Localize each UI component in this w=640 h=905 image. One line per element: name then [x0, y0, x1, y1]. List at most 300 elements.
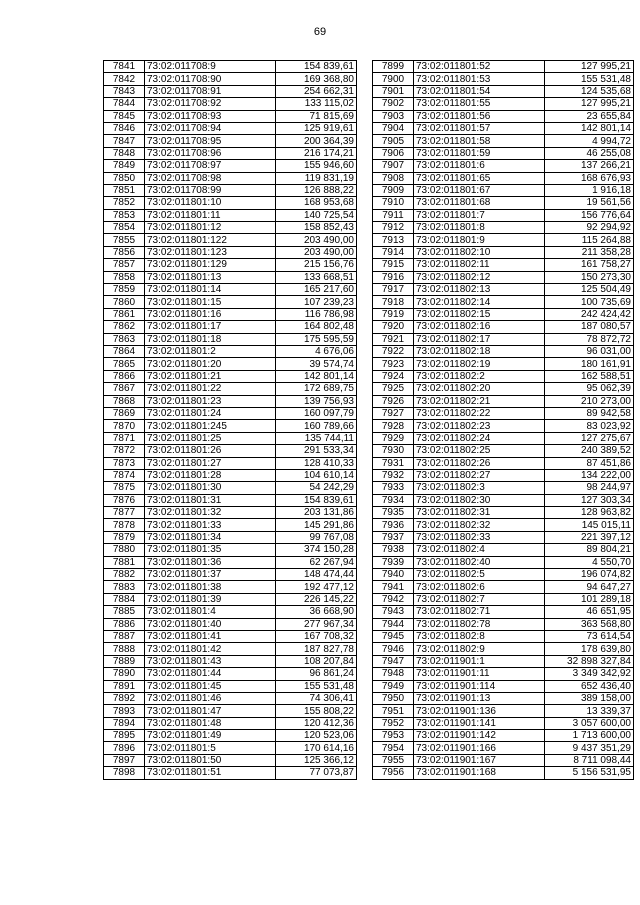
- row-number-cell: 7856: [104, 246, 145, 258]
- cadastral-number-cell: 73:02:011802:19: [414, 358, 545, 370]
- amount-cell: 216 174,21: [276, 147, 357, 159]
- cadastral-number-cell: 73:02:011901:142: [414, 730, 545, 742]
- table-row: [373, 61, 634, 73]
- row-number-cell: 7909: [373, 184, 414, 196]
- amount-cell: 128 963,82: [545, 507, 634, 519]
- cadastral-number-cell: 73:02:011801:30: [145, 482, 276, 494]
- cadastral-number-cell: 73:02:011802:32: [414, 519, 545, 531]
- cadastral-number-cell: 73:02:011801:56: [414, 110, 545, 122]
- row-number-cell: 7914: [373, 246, 414, 258]
- table-row: [373, 593, 634, 605]
- row-number-cell: 7937: [373, 531, 414, 543]
- amount-cell: 133 668,51: [276, 271, 357, 283]
- cadastral-number-cell: 73:02:011802:16: [414, 321, 545, 333]
- amount-cell: 389 158,00: [545, 692, 634, 704]
- amount-cell: 210 273,00: [545, 395, 634, 407]
- row-number-cell: 7850: [104, 172, 145, 184]
- page-number: 69: [313, 26, 327, 38]
- table-row: [373, 271, 634, 283]
- row-number-cell: 7887: [104, 630, 145, 642]
- table-row: [104, 643, 357, 655]
- amount-cell: 39 574,74: [276, 358, 357, 370]
- row-number-cell: 7903: [373, 110, 414, 122]
- amount-cell: 73 614,54: [545, 630, 634, 642]
- amount-cell: 374 150,28: [276, 544, 357, 556]
- cadastral-number-cell: 73:02:011801:23: [145, 395, 276, 407]
- amount-cell: 99 767,08: [276, 531, 357, 543]
- cadastral-number-cell: 73:02:011801:122: [145, 234, 276, 246]
- row-number-cell: 7849: [104, 160, 145, 172]
- cadastral-number-cell: 73:02:011801:45: [145, 680, 276, 692]
- cadastral-number-cell: 73:02:011802:24: [414, 432, 545, 444]
- table-row: [104, 556, 357, 568]
- amount-cell: 203 490,00: [276, 246, 357, 258]
- row-number-cell: 7888: [104, 643, 145, 655]
- table-row: [373, 73, 634, 85]
- table-row: [373, 767, 634, 779]
- amount-cell: 89 942,58: [545, 407, 634, 419]
- row-number-cell: 7945: [373, 630, 414, 642]
- table-row: [104, 767, 357, 779]
- cadastral-number-cell: 73:02:011801:17: [145, 321, 276, 333]
- table-row: [373, 284, 634, 296]
- cadastral-number-cell: 73:02:011802:78: [414, 618, 545, 630]
- amount-cell: 120 412,36: [276, 717, 357, 729]
- amount-cell: 168 953,68: [276, 197, 357, 209]
- cadastral-number-cell: 73:02:011801:42: [145, 643, 276, 655]
- cadastral-number-cell: 73:02:011801:10: [145, 197, 276, 209]
- table-row: [373, 705, 634, 717]
- row-number-cell: 7866: [104, 370, 145, 382]
- row-number-cell: 7853: [104, 209, 145, 221]
- amount-cell: 9 437 351,29: [545, 742, 634, 754]
- amount-cell: 104 610,14: [276, 469, 357, 481]
- row-number-cell: 7896: [104, 742, 145, 754]
- amount-cell: 156 776,64: [545, 209, 634, 221]
- cadastral-number-cell: 73:02:011801:67: [414, 184, 545, 196]
- amount-cell: 187 827,78: [276, 643, 357, 655]
- table-row: [104, 544, 357, 556]
- cadastral-number-cell: 73:02:011801:123: [145, 246, 276, 258]
- table-row: [373, 197, 634, 209]
- table-row: [104, 407, 357, 419]
- table-row: [104, 222, 357, 234]
- cadastral-number-cell: 73:02:011801:129: [145, 259, 276, 271]
- cadastral-number-cell: 73:02:011801:2: [145, 345, 276, 357]
- cadastral-number-cell: 73:02:011802:22: [414, 407, 545, 419]
- row-number-cell: 7895: [104, 730, 145, 742]
- table-row: [373, 668, 634, 680]
- row-number-cell: 7890: [104, 668, 145, 680]
- amount-cell: 203 131,86: [276, 507, 357, 519]
- table-row: [104, 73, 357, 85]
- cadastral-number-cell: 73:02:011802:18: [414, 345, 545, 357]
- cadastral-number-cell: 73:02:011901:136: [414, 705, 545, 717]
- table-row: [104, 259, 357, 271]
- table-row: [373, 581, 634, 593]
- row-number-cell: 7946: [373, 643, 414, 655]
- table-row: [104, 457, 357, 469]
- cadastral-number-cell: 73:02:011708:91: [145, 85, 276, 97]
- cadastral-number-cell: 73:02:011802:31: [414, 507, 545, 519]
- table-row: [104, 358, 357, 370]
- row-number-cell: 7860: [104, 296, 145, 308]
- row-number-cell: 7905: [373, 135, 414, 147]
- row-number-cell: 7862: [104, 321, 145, 333]
- amount-cell: 135 744,11: [276, 432, 357, 444]
- amount-cell: 142 801,14: [545, 122, 634, 134]
- amount-cell: 168 676,93: [545, 172, 634, 184]
- row-number-cell: 7841: [104, 61, 145, 73]
- table-row: [373, 519, 634, 531]
- row-number-cell: 7857: [104, 259, 145, 271]
- cadastral-number-cell: 73:02:011801:52: [414, 61, 545, 73]
- cadastral-number-cell: 73:02:011708:95: [145, 135, 276, 147]
- row-number-cell: 7924: [373, 370, 414, 382]
- amount-cell: 187 080,57: [545, 321, 634, 333]
- table-row: [373, 569, 634, 581]
- table-row: [373, 308, 634, 320]
- amount-cell: 101 289,18: [545, 593, 634, 605]
- amount-cell: 107 239,23: [276, 296, 357, 308]
- cadastral-number-cell: 73:02:011801:68: [414, 197, 545, 209]
- cadastral-number-cell: 73:02:011801:50: [145, 754, 276, 766]
- cadastral-number-cell: 73:02:011802:9: [414, 643, 545, 655]
- row-number-cell: 7911: [373, 209, 414, 221]
- row-number-cell: 7883: [104, 581, 145, 593]
- row-number-cell: 7948: [373, 668, 414, 680]
- cadastral-number-cell: 73:02:011801:49: [145, 730, 276, 742]
- row-number-cell: 7902: [373, 98, 414, 110]
- row-number-cell: 7889: [104, 655, 145, 667]
- table-row: [104, 754, 357, 766]
- cadastral-number-cell: 73:02:011801:65: [414, 172, 545, 184]
- table-row: [104, 692, 357, 704]
- amount-cell: 203 490,00: [276, 234, 357, 246]
- cadastral-number-cell: 73:02:011802:12: [414, 271, 545, 283]
- table-row: [104, 420, 357, 432]
- cadastral-number-cell: 73:02:011801:14: [145, 284, 276, 296]
- amount-cell: 94 647,27: [545, 581, 634, 593]
- table-row: [373, 507, 634, 519]
- amount-cell: 74 306,41: [276, 692, 357, 704]
- table-row: [104, 581, 357, 593]
- table-row: [373, 234, 634, 246]
- cadastral-number-cell: 73:02:011801:5: [145, 742, 276, 754]
- amount-cell: 137 266,21: [545, 160, 634, 172]
- table-row: [373, 383, 634, 395]
- table-row: [373, 85, 634, 97]
- table-row: [373, 110, 634, 122]
- cadastral-number-cell: 73:02:011802:21: [414, 395, 545, 407]
- table-row: [104, 271, 357, 283]
- amount-cell: 108 207,84: [276, 655, 357, 667]
- row-number-cell: 7941: [373, 581, 414, 593]
- cadastral-number-cell: 73:02:011801:41: [145, 630, 276, 642]
- cadastral-number-cell: 73:02:011801:40: [145, 618, 276, 630]
- cadastral-number-cell: 73:02:011802:13: [414, 284, 545, 296]
- row-number-cell: 7875: [104, 482, 145, 494]
- amount-cell: 89 804,21: [545, 544, 634, 556]
- row-number-cell: 7870: [104, 420, 145, 432]
- amount-cell: 92 294,92: [545, 222, 634, 234]
- table-row: [104, 234, 357, 246]
- table-row: [373, 432, 634, 444]
- cadastral-number-cell: 73:02:011708:96: [145, 147, 276, 159]
- row-number-cell: 7930: [373, 445, 414, 457]
- table-row: [373, 730, 634, 742]
- table-row: [104, 246, 357, 258]
- amount-cell: 46 651,95: [545, 606, 634, 618]
- row-number-cell: 7951: [373, 705, 414, 717]
- row-number-cell: 7915: [373, 259, 414, 271]
- amount-cell: 170 614,16: [276, 742, 357, 754]
- cadastral-number-cell: 73:02:011802:26: [414, 457, 545, 469]
- amount-cell: 62 267,94: [276, 556, 357, 568]
- table-row: [104, 519, 357, 531]
- row-number-cell: 7863: [104, 333, 145, 345]
- row-number-cell: 7843: [104, 85, 145, 97]
- cadastral-number-cell: 73:02:011801:9: [414, 234, 545, 246]
- cadastral-number-cell: 73:02:011802:25: [414, 445, 545, 457]
- amount-cell: 240 389,52: [545, 445, 634, 457]
- cadastral-number-cell: 73:02:011901:114: [414, 680, 545, 692]
- amount-cell: 3 349 342,92: [545, 668, 634, 680]
- amount-cell: 119 831,19: [276, 172, 357, 184]
- table-row: [104, 668, 357, 680]
- table-row: [104, 730, 357, 742]
- cadastral-number-cell: 73:02:011801:46: [145, 692, 276, 704]
- table-row: [104, 469, 357, 481]
- cadastral-number-cell: 73:02:011801:24: [145, 407, 276, 419]
- row-number-cell: 7855: [104, 234, 145, 246]
- cadastral-number-cell: 73:02:011708:98: [145, 172, 276, 184]
- amount-cell: 167 708,32: [276, 630, 357, 642]
- row-number-cell: 7879: [104, 531, 145, 543]
- cadastral-number-cell: 73:02:011801:7: [414, 209, 545, 221]
- table-row: [373, 544, 634, 556]
- amount-cell: 1 713 600,00: [545, 730, 634, 742]
- table-row: [104, 209, 357, 221]
- table-row: [373, 457, 634, 469]
- cadastral-number-cell: 73:02:011801:44: [145, 668, 276, 680]
- amount-cell: 127 303,34: [545, 494, 634, 506]
- cadastral-number-cell: 73:02:011802:17: [414, 333, 545, 345]
- row-number-cell: 7851: [104, 184, 145, 196]
- table-row: [373, 135, 634, 147]
- amount-cell: 142 801,14: [276, 370, 357, 382]
- cadastral-number-cell: 73:02:011801:38: [145, 581, 276, 593]
- cadastral-number-cell: 73:02:011708:97: [145, 160, 276, 172]
- amount-cell: 139 756,93: [276, 395, 357, 407]
- amount-cell: 178 639,80: [545, 643, 634, 655]
- table-row: [104, 98, 357, 110]
- amount-cell: 96 861,24: [276, 668, 357, 680]
- amount-cell: 192 477,12: [276, 581, 357, 593]
- amount-cell: 78 872,72: [545, 333, 634, 345]
- table-row: [104, 705, 357, 717]
- amount-cell: 4 550,70: [545, 556, 634, 568]
- row-number-cell: 7944: [373, 618, 414, 630]
- table-row: [373, 655, 634, 667]
- amount-cell: 215 156,76: [276, 259, 357, 271]
- cadastral-number-cell: 73:02:011801:13: [145, 271, 276, 283]
- table-row: [373, 445, 634, 457]
- amount-cell: 116 786,98: [276, 308, 357, 320]
- amount-cell: 155 808,22: [276, 705, 357, 717]
- row-number-cell: 7935: [373, 507, 414, 519]
- row-number-cell: 7912: [373, 222, 414, 234]
- table-row: [373, 494, 634, 506]
- cadastral-number-cell: 73:02:011801:33: [145, 519, 276, 531]
- amount-cell: 1 916,18: [545, 184, 634, 196]
- cadastral-number-cell: 73:02:011901:141: [414, 717, 545, 729]
- row-number-cell: 7907: [373, 160, 414, 172]
- table-row: [104, 742, 357, 754]
- table-row: [104, 160, 357, 172]
- cadastral-number-cell: 73:02:011801:31: [145, 494, 276, 506]
- table-row: [373, 259, 634, 271]
- cadastral-number-cell: 73:02:011801:21: [145, 370, 276, 382]
- amount-cell: 145 291,86: [276, 519, 357, 531]
- amount-cell: 196 074,82: [545, 569, 634, 581]
- cadastral-number-cell: 73:02:011901:168: [414, 767, 545, 779]
- cadastral-number-cell: 73:02:011802:8: [414, 630, 545, 642]
- cadastral-number-cell: 73:02:011802:7: [414, 593, 545, 605]
- cadastral-number-cell: 73:02:011708:92: [145, 98, 276, 110]
- table-row: [104, 296, 357, 308]
- table-row: [373, 184, 634, 196]
- row-number-cell: 7932: [373, 469, 414, 481]
- row-number-cell: 7954: [373, 742, 414, 754]
- cadastral-number-cell: 73:02:011801:35: [145, 544, 276, 556]
- cadastral-number-cell: 73:02:011801:22: [145, 383, 276, 395]
- amount-cell: 221 397,12: [545, 531, 634, 543]
- table-row: [373, 407, 634, 419]
- cadastral-number-cell: 73:02:011801:8: [414, 222, 545, 234]
- row-number-cell: 7929: [373, 432, 414, 444]
- cadastral-number-cell: 73:02:011802:23: [414, 420, 545, 432]
- amount-cell: 13 339,37: [545, 705, 634, 717]
- cadastral-number-cell: 73:02:011801:11: [145, 209, 276, 221]
- amount-cell: 172 689,75: [276, 383, 357, 395]
- row-number-cell: 7934: [373, 494, 414, 506]
- row-number-cell: 7868: [104, 395, 145, 407]
- row-number-cell: 7953: [373, 730, 414, 742]
- cadastral-number-cell: 73:02:011708:90: [145, 73, 276, 85]
- cadastral-number-cell: 73:02:011801:37: [145, 569, 276, 581]
- cadastral-number-cell: 73:02:011708:9: [145, 61, 276, 73]
- cadastral-number-cell: 73:02:011801:20: [145, 358, 276, 370]
- row-number-cell: 7916: [373, 271, 414, 283]
- table-row: [104, 184, 357, 196]
- cadastral-number-cell: 73:02:011801:18: [145, 333, 276, 345]
- amount-cell: 120 523,06: [276, 730, 357, 742]
- cadastral-number-cell: 73:02:011802:33: [414, 531, 545, 543]
- cadastral-number-cell: 73:02:011801:32: [145, 507, 276, 519]
- row-number-cell: 7943: [373, 606, 414, 618]
- amount-cell: 150 273,30: [545, 271, 634, 283]
- table-row: [373, 556, 634, 568]
- row-number-cell: 7908: [373, 172, 414, 184]
- amount-cell: 127 275,67: [545, 432, 634, 444]
- amount-cell: 161 758,27: [545, 259, 634, 271]
- amount-cell: 98 244,97: [545, 482, 634, 494]
- cadastral-number-cell: 73:02:011802:10: [414, 246, 545, 258]
- amount-cell: 8 711 098,44: [545, 754, 634, 766]
- table-row: [104, 122, 357, 134]
- cadastral-number-cell: 73:02:011801:15: [145, 296, 276, 308]
- cadastral-number-cell: 73:02:011901:167: [414, 754, 545, 766]
- row-number-cell: 7877: [104, 507, 145, 519]
- table-row: [104, 531, 357, 543]
- cadastral-number-cell: 73:02:011802:27: [414, 469, 545, 481]
- row-number-cell: 7867: [104, 383, 145, 395]
- amount-cell: 77 073,87: [276, 767, 357, 779]
- table-row: [104, 432, 357, 444]
- amount-cell: 145 015,11: [545, 519, 634, 531]
- cadastral-number-cell: 73:02:011801:51: [145, 767, 276, 779]
- cadastral-number-cell: 73:02:011901:1: [414, 655, 545, 667]
- row-number-cell: 7928: [373, 420, 414, 432]
- cadastral-number-cell: 73:02:011801:53: [414, 73, 545, 85]
- table-row: [373, 717, 634, 729]
- row-number-cell: 7910: [373, 197, 414, 209]
- table-row: [373, 370, 634, 382]
- amount-cell: 155 946,60: [276, 160, 357, 172]
- row-number-cell: 7919: [373, 308, 414, 320]
- amount-cell: 127 995,21: [545, 61, 634, 73]
- table-row: [104, 61, 357, 73]
- row-number-cell: 7950: [373, 692, 414, 704]
- cadastral-number-cell: 73:02:011708:94: [145, 122, 276, 134]
- table-row: [104, 370, 357, 382]
- table-row: [373, 742, 634, 754]
- row-number-cell: 7844: [104, 98, 145, 110]
- row-number-cell: 7893: [104, 705, 145, 717]
- table-row: [373, 321, 634, 333]
- row-number-cell: 7897: [104, 754, 145, 766]
- row-number-cell: 7925: [373, 383, 414, 395]
- amount-cell: 115 264,88: [545, 234, 634, 246]
- cadastral-number-cell: 73:02:011801:245: [145, 420, 276, 432]
- row-number-cell: 7913: [373, 234, 414, 246]
- row-number-cell: 7871: [104, 432, 145, 444]
- amount-cell: 254 662,31: [276, 85, 357, 97]
- amount-cell: 154 839,61: [276, 494, 357, 506]
- table-row: [104, 284, 357, 296]
- amount-cell: 175 595,59: [276, 333, 357, 345]
- amount-cell: 291 533,34: [276, 445, 357, 457]
- row-number-cell: 7920: [373, 321, 414, 333]
- cadastral-number-cell: 73:02:011801:55: [414, 98, 545, 110]
- amount-cell: 140 725,54: [276, 209, 357, 221]
- cadastral-number-cell: 73:02:011802:15: [414, 308, 545, 320]
- amount-cell: 23 655,84: [545, 110, 634, 122]
- row-number-cell: 7899: [373, 61, 414, 73]
- amount-cell: 134 222,00: [545, 469, 634, 481]
- table-row: [104, 383, 357, 395]
- table-row: [373, 147, 634, 159]
- table-row: [104, 606, 357, 618]
- cadastral-number-cell: 73:02:011708:93: [145, 110, 276, 122]
- row-number-cell: 7852: [104, 197, 145, 209]
- table-row: [373, 333, 634, 345]
- amount-cell: 652 436,40: [545, 680, 634, 692]
- left-table: [103, 60, 357, 780]
- row-number-cell: 7906: [373, 147, 414, 159]
- row-number-cell: 7858: [104, 271, 145, 283]
